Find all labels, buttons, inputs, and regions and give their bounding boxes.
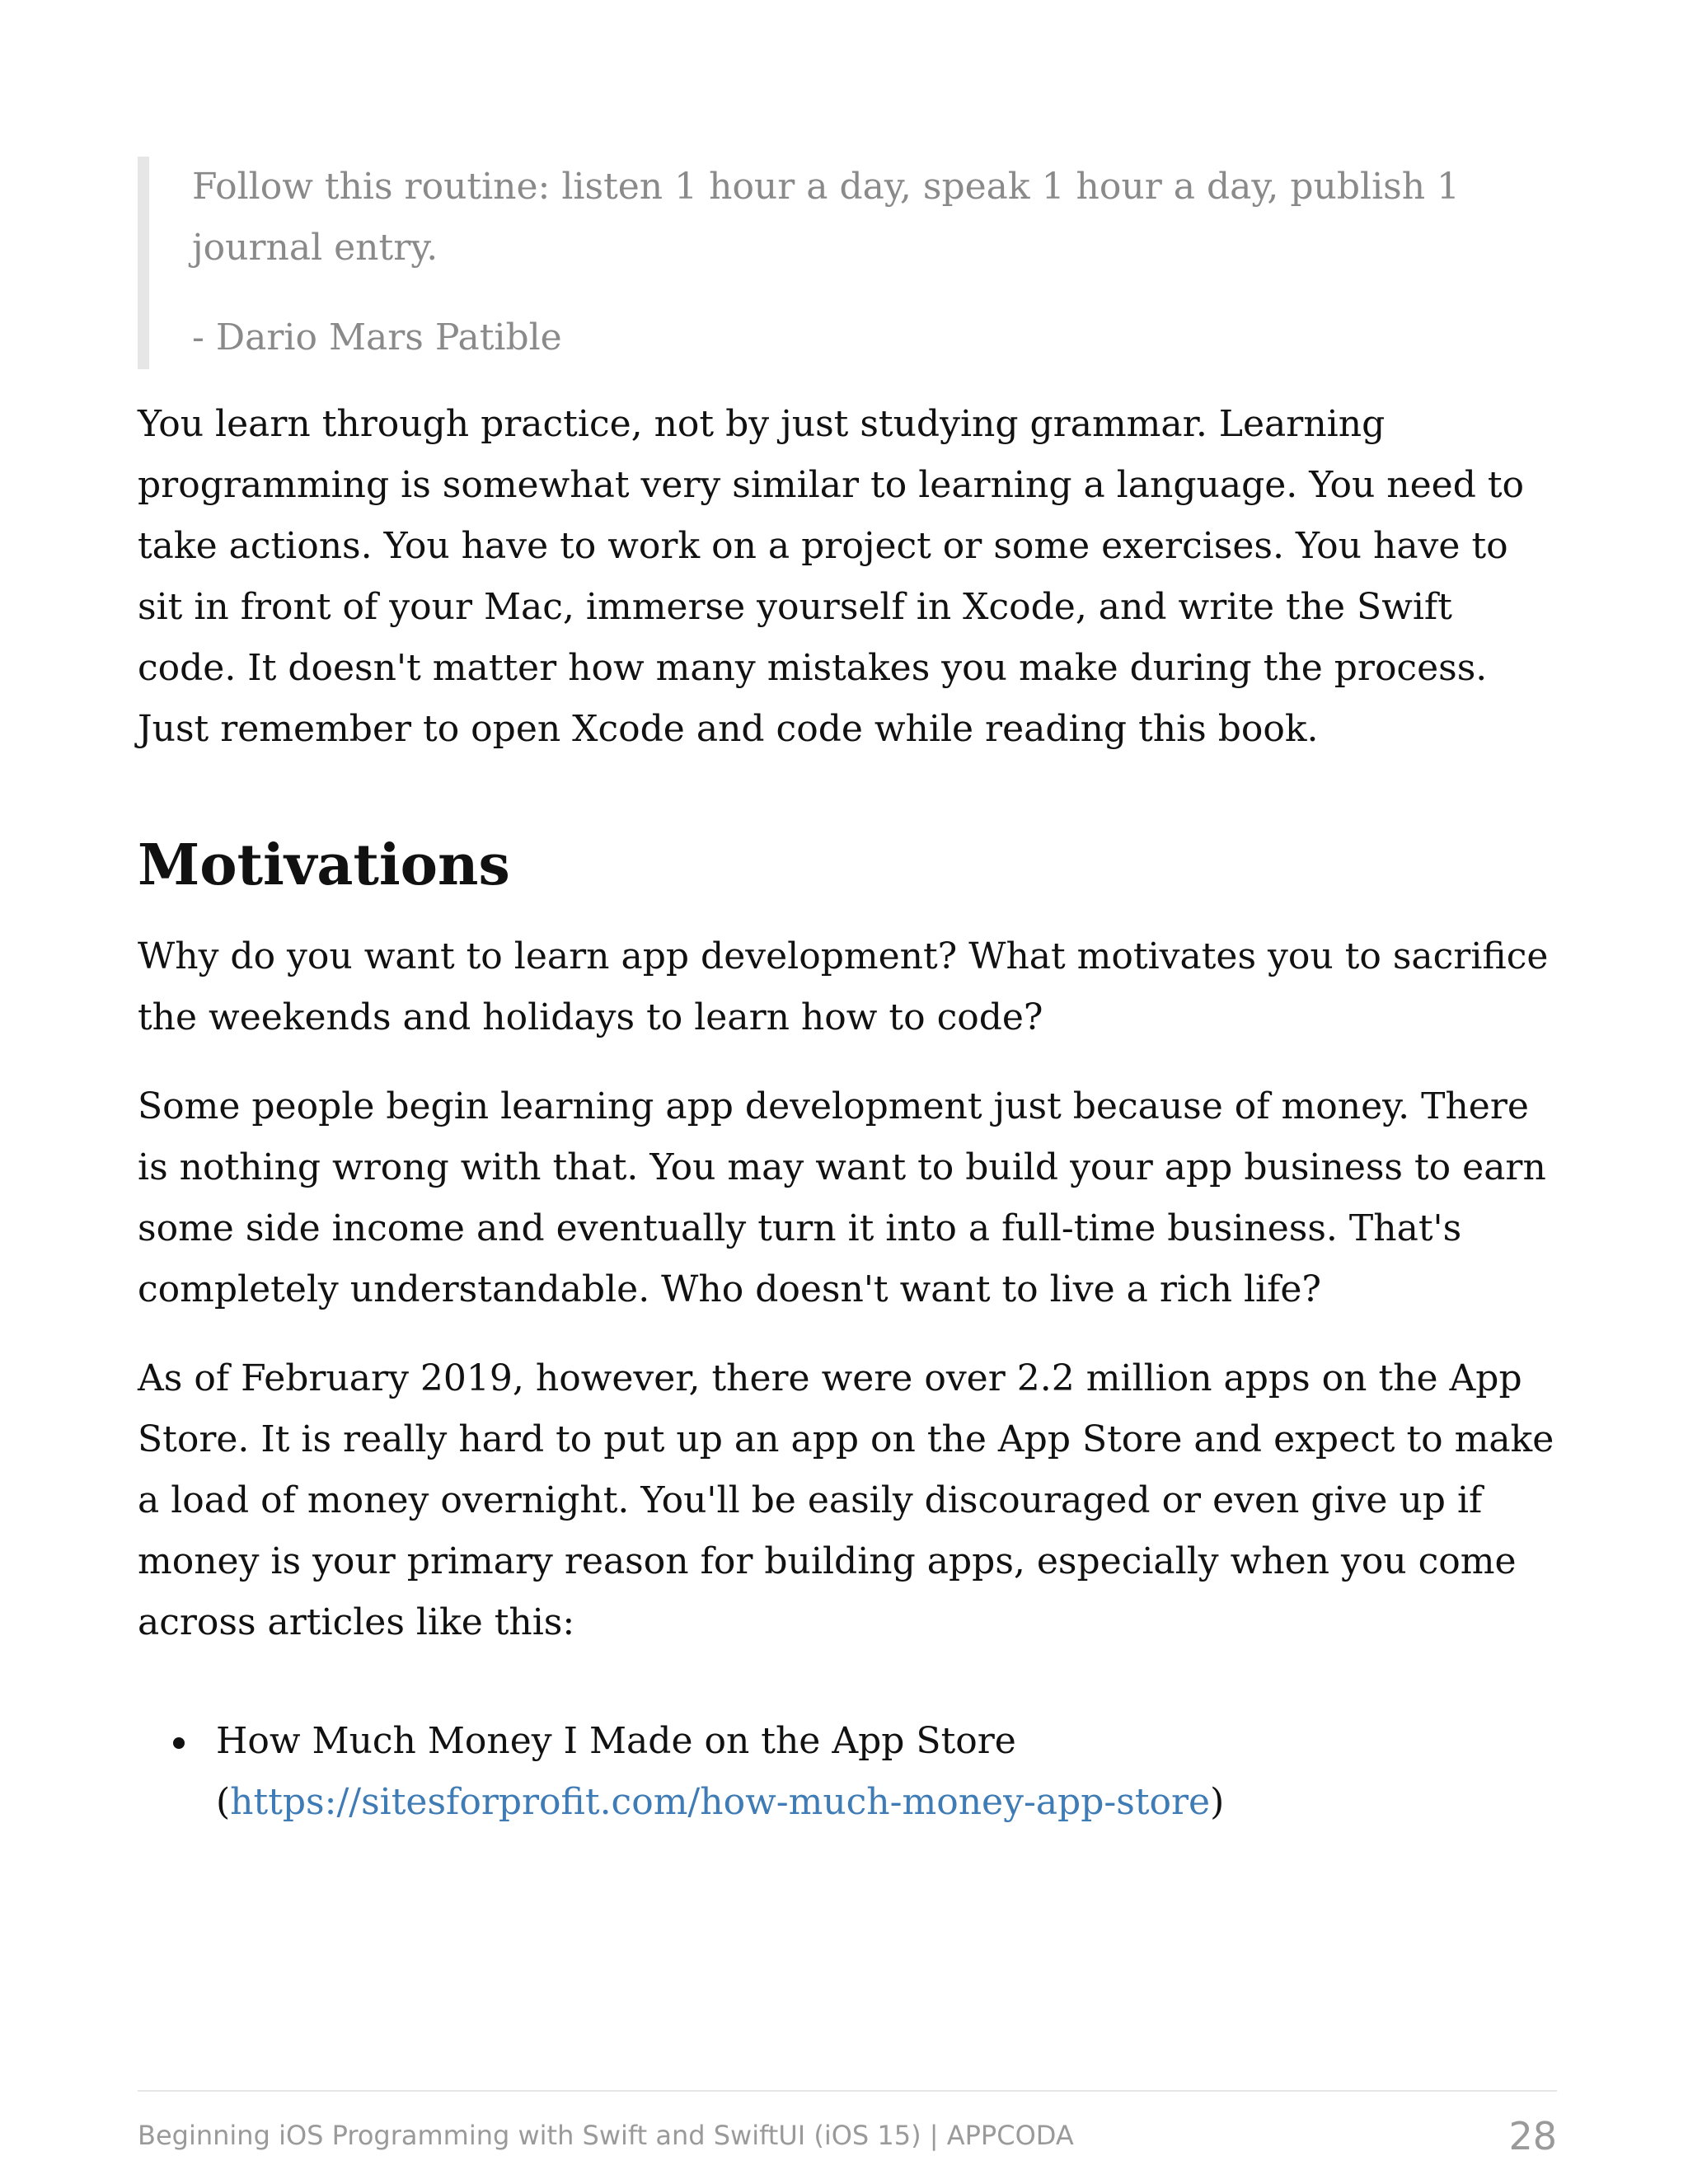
list-item-text-end: ) xyxy=(1210,1781,1225,1823)
bullet-list xyxy=(138,1711,1557,1833)
quote-text: Follow this routine: listen 1 hour a day, speak 1 hour a day, publish 1 journal entry. xyxy=(192,166,1461,269)
paragraph-practice: You learn through practice, not by just studying grammar. Learning programming is somewhat very similar to learning a language. You need to take actions. You have to work on a project or some exercises. You have to sit in front of your Mac, immerse yourself in Xcode, and write the Swift code. It doesn't matter how many mistakes you make during the process. Just remember to open Xcode and code while reading this book. xyxy=(138,403,1525,750)
section-heading: Motivations xyxy=(138,832,510,898)
paragraph-app-store: As of February 2019, however, there were over 2.2 million apps on the App Store. It is really hard to put up an app on the App Store and expect to make a load of money overnight. You'll be easily discouraged or even give up if money is your primary reason for building apps, especially when you come across articles like this: xyxy=(138,1357,1554,1643)
list-item xyxy=(138,1711,1557,1833)
list-item-text: How Much Money I Made on the App Store ( xyxy=(216,1720,1016,1823)
footer-book-title: Beginning iOS Programming with Swift and SwiftUI (iOS 15) | APPCODA xyxy=(138,2120,1074,2151)
book-page xyxy=(138,0,1557,2184)
paragraph-why: Why do you want to learn app development? What motivates you to sacrifice the weekends and holidays to learn how to code? xyxy=(138,935,1549,1038)
bullet-icon xyxy=(173,1737,185,1749)
quote-attribution: - Dario Mars Patible xyxy=(192,316,562,359)
blockquote xyxy=(138,157,1557,369)
paragraph-money: Some people begin learning app development just because of money. There is nothing wrong with that. You may want to build your app business to earn some side income and eventually turn it into a full-time business. That's completely understandable. Who doesn't want to live a rich life? xyxy=(138,1085,1546,1310)
footer-divider xyxy=(138,2090,1557,2092)
page-number: 28 xyxy=(1508,2114,1557,2158)
article-link[interactable]: https://sitesforprofit.com/how-much-money-app-store xyxy=(230,1781,1211,1823)
